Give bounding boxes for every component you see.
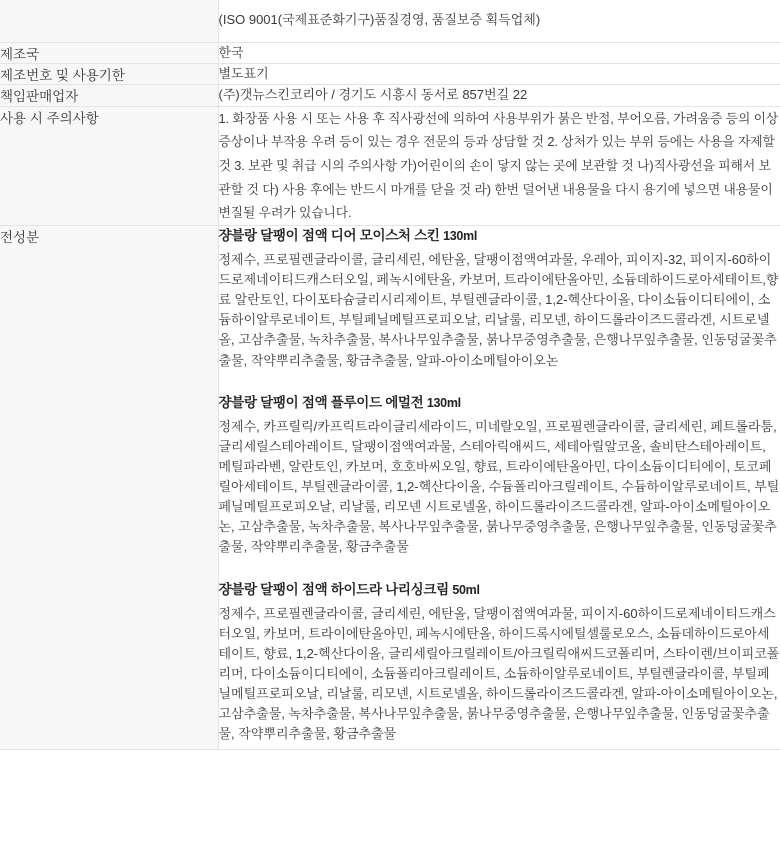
row-label-blank — [0, 0, 218, 43]
table-row — [0, 43, 780, 64]
ingredient-group — [219, 393, 780, 558]
ingredient-list: 정제수, 카프릴릭/카프릭트라이글리세라이드, 미네랄오일, 프로필렌글라이콜, 글리세린, 페트롤라툼, 글리세릴스테아레이트, 달팽이점액여과물, 스테아릭애씨드, 세테아릴알코올, 솔비탄스테아레이트, 메틸파라벤, 알란토인, 카보머, 호호바씨오일, 향료, 트라이에탄올아민, 다이소듐이디티에이, 토코페릴아세테이트, 부틸렌글라이콜, 1,2-헥산다이올, 수듐폴리아크릴레이트, 수듐하이알루로네이트, 부틸페닐메틸프로피오날, 리날룰, 리모넨 시트로넬올, 하이드롤라이즈드콜라겐, 알파-아이소메틸아이오논, 고삼추출물, 녹차추출물, 복사나무잎추출물, 붉나무중영추출물, 은행나무잎추출물, 인동덩굴꽃추출물, 작약뿌리추출물, 황금추출물 — [218, 418, 780, 555]
row-label-lot-and-expiry: 제조번호 및 사용기한 — [0, 64, 218, 85]
table-row-caution — [0, 106, 780, 225]
ingredient-group — [219, 580, 780, 745]
certification-text: (ISO 9001(국제표준화기구)품질경영, 품질보증 획득업체) — [218, 0, 780, 43]
table-row-ingredients — [0, 225, 780, 749]
row-value-distributor: (주)갯뉴스킨코리아 / 경기도 시흥시 동서로 857번길 22 — [218, 85, 780, 106]
ingredient-list: 정제수, 프로필렌글라이콜, 글리세린, 에탄올, 달팽이점액여과물, 우레아, 피이지-32, 피이지-60하이드로제네이티드캐스터오일, 페녹시에탄올, 카보머, 트라이에탄올아민, 소듐데하이드로아세테이트,향료 알란토인, 다이포타슘글리시리제이트, 부틸렌글라이콜, 1,2-헥산다이올, 다이소듐이디티에이, 소듐하이알루로네이트, 부틸페닐메틸프로피오날, 리날룰, 리모넨, 하이드롤라이즈드콜라겐, 시트로넬올, 고삼추출물, 녹차추출물, 복사나무잎추출물, 붉나무중영추출물, 은행나무잎추출물, 인동덩굴꽃추출물, 작약뿌리추출물, 황금추출물, 알파-아이소메틸아이오논 — [218, 251, 779, 368]
product-volume: 50ml — [452, 582, 480, 597]
row-value-manufacturing-country: 한국 — [218, 43, 780, 64]
table-row — [0, 85, 780, 106]
row-value-lot-and-expiry: 별도표기 — [218, 64, 780, 85]
product-title — [219, 393, 780, 414]
row-label-manufacturing-country: 제조국 — [0, 43, 218, 64]
product-volume: 130ml — [426, 395, 461, 410]
product-name: 쟝블랑 달팽이 점액 디어 모이스처 스킨 — [218, 227, 440, 243]
product-name: 쟝블랑 달팽이 점액 플루이드 에멀전 — [218, 394, 424, 410]
product-title — [219, 580, 780, 601]
ingredient-group — [219, 226, 780, 371]
row-label-caution: 사용 시 주의사항 — [0, 106, 218, 225]
row-label-distributor: 책임판매업자 — [0, 85, 218, 106]
product-volume: 130ml — [443, 228, 478, 243]
row-value-caution — [218, 106, 780, 225]
table-row — [0, 64, 780, 85]
ingredient-list: 정제수, 프로필렌글라이콜, 글리세린, 에탄올, 달팽이점액여과물, 피이지-60하이드로제네이티드캐스터오일, 카보머, 트라이에탄올아민, 페녹시에탄올, 하이드록시에틸셀룰로오스, 소듐데하이드로아세테이트, 향료, 1,2-헥산다이올, 글리세릴아크릴레이트/아크릴릭애씨드코폴리머, 스타이렌/브이피코폴리머, 다이소듐이디티에이, 소듐폴리아크릴레이트, 소듐하이알루로네이트, 부틸렌글라이콜, 부틸페닐메틸프로피오날, 리날룰, 리모넨, 시트로넬올, 하이드롤라이즈드콜라겐, 알파-아이소메틸아이오논, 고삼추출물, 녹차추출물, 복사나무잎추출물, 붉나무중영추출물, 은행나무잎추출물, 인동덩굴꽃추출물, 작약뿌리추출물, 황금추출물 — [218, 605, 780, 742]
table-row — [0, 0, 780, 43]
product-title — [219, 226, 780, 247]
row-label-ingredients: 전성분 — [0, 225, 218, 749]
caution-text: 1. 화장품 사용 시 또는 사용 후 직사광선에 의하여 사용부위가 붉은 반점, 부어오름, 가려움증 등의 이상 증상이나 부작용 우려 등이 있는 경우 전문의 등과 상담할 것 2. 상처가 있는 부위 등에는 사용을 자제할 것 3. 보관 및 취급 시의 주의사항 가)어린이의 손이 닿지 않는 곳에 보관할 것 나)직사광선을 피해서 보관할 것 다) 사용 후에는 반드시 마개를 닫을 것 라) 한번 덜어낸 내용물을 다시 용기에 넣으면 내용물이 변질될 우려가 있습니다. — [218, 110, 779, 221]
product-name: 쟝블랑 달팽이 점액 하이드라 나리싱크림 — [218, 581, 449, 597]
row-value-ingredients — [218, 225, 780, 749]
